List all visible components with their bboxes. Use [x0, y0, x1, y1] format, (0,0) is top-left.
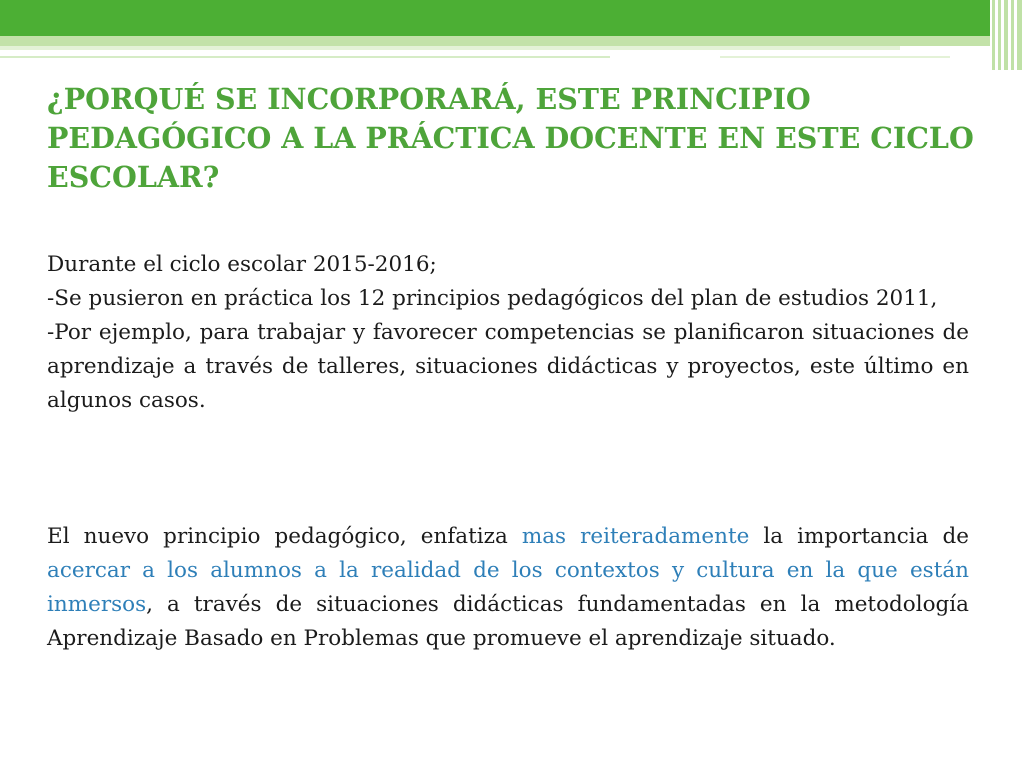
bullet-principles: -Se pusieron en práctica los 12 principios pedagógicos del plan de estudios 2011, [47, 286, 938, 311]
highlight-context: acercar a los alumnos a la realidad de los contextos y cultura en la que están inmersos [47, 558, 969, 617]
text-part-2: la importancia de [749, 524, 969, 549]
slide-title: ¿PORQUÉ SE INCORPORARÁ, ESTE PRINCIPIO PEDAGÓGICO A LA PRÁCTICA DOCENTE EN ESTE CICLO ESCOLAR? [47, 82, 974, 194]
header-band-light [0, 36, 990, 46]
corner-stripes [990, 0, 1024, 70]
text-part-1: El nuevo principio pedagógico, enfatiza [47, 524, 522, 549]
header-rule [0, 56, 610, 58]
text-part-3: , a través de situaciones didácticas fundamentadas en la metodología Aprendizaje Basado en Problemas que promueve el aprendizaje situado. [47, 592, 969, 651]
principle-paragraph [47, 520, 969, 656]
header-rule-tail [720, 56, 950, 58]
header-band-pale [0, 46, 900, 50]
context-paragraph [47, 248, 969, 418]
header-band [0, 0, 990, 36]
highlight-reiteradamente: mas reiteradamente [521, 524, 750, 549]
bullet-example: -Por ejemplo, para trabajar y favorecer competencias se planificaron situaciones de aprendizaje a través de talleres, situaciones didácticas y proyectos, este último en algunos casos. [47, 320, 969, 413]
principle-text [47, 520, 969, 656]
intro-line: Durante el ciclo escolar 2015-2016; [47, 252, 437, 277]
